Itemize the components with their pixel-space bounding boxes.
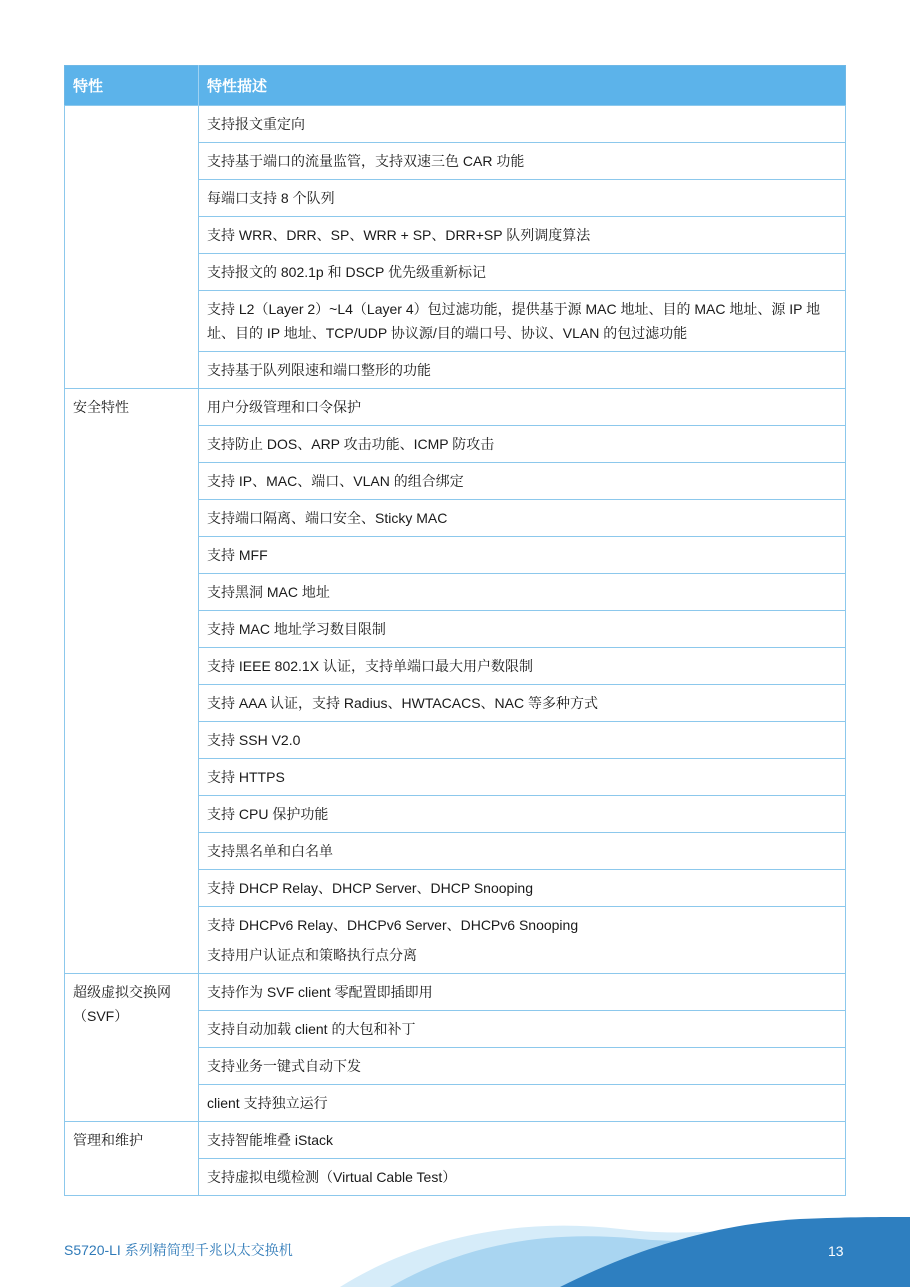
description-line: 支持 SSH V2.0 bbox=[207, 732, 301, 748]
description-line: 支持虚拟电缆检测（Virtual Cable Test） bbox=[207, 1169, 457, 1185]
table-row bbox=[65, 389, 846, 426]
table-row bbox=[65, 106, 846, 143]
description-line: 用户分级管理和口令保护 bbox=[207, 399, 361, 415]
description-line: 支持 HTTPS bbox=[207, 769, 285, 785]
feature-description-cell bbox=[199, 611, 846, 648]
description-line: 支持基于队列限速和端口整形的功能 bbox=[207, 362, 431, 378]
feature-description-cell bbox=[199, 1085, 846, 1122]
feature-description-cell bbox=[199, 722, 846, 759]
header-description: 特性描述 bbox=[199, 66, 846, 106]
feature-description-cell bbox=[199, 796, 846, 833]
feature-description-cell bbox=[199, 685, 846, 722]
header-feature: 特性 bbox=[65, 66, 199, 106]
description-line: 支持 MAC 地址学习数目限制 bbox=[207, 621, 386, 637]
description-line: 支持黑洞 MAC 地址 bbox=[207, 584, 330, 600]
description-line: 支持基于端口的流量监管，支持双速三色 CAR 功能 bbox=[207, 153, 525, 169]
description-line: 支持作为 SVF client 零配置即插即用 bbox=[207, 984, 433, 1000]
description-line: 支持智能堆叠 iStack bbox=[207, 1132, 334, 1148]
table-row bbox=[65, 974, 846, 1011]
feature-description-cell bbox=[199, 389, 846, 426]
feature-category-cell: 安全特性 bbox=[65, 389, 199, 974]
feature-description-cell bbox=[199, 106, 846, 143]
table-header-row bbox=[65, 66, 846, 106]
feature-description-cell bbox=[199, 833, 846, 870]
feature-description-cell bbox=[199, 974, 846, 1011]
description-line: 支持 DHCPv6 Relay、DHCPv6 Server、DHCPv6 Snooping bbox=[207, 917, 579, 933]
description-line: 支持业务一键式自动下发 bbox=[207, 1058, 361, 1074]
description-line: 支持黑名单和白名单 bbox=[207, 843, 333, 859]
feature-description-cell bbox=[199, 217, 846, 254]
description-line: 支持 AAA 认证，支持 Radius、HWTACACS、NAC 等多种方式 bbox=[207, 695, 599, 711]
feature-description-cell bbox=[199, 180, 846, 217]
footer-document-title: S5720-LI 系列精简型千兆以太交换机 bbox=[64, 1242, 293, 1258]
feature-description-cell bbox=[199, 1048, 846, 1085]
feature-description-cell bbox=[199, 1011, 846, 1048]
feature-description-cell bbox=[199, 759, 846, 796]
description-line: 支持 CPU 保护功能 bbox=[207, 806, 329, 822]
feature-category-cell: 管理和维护 bbox=[65, 1122, 199, 1196]
feature-description-cell bbox=[199, 574, 846, 611]
feature-description-cell bbox=[199, 463, 846, 500]
page-number: 13 bbox=[828, 1243, 844, 1259]
feature-table bbox=[64, 65, 846, 1196]
description-line: 支持 IEEE 802.1X 认证，支持单端口最大用户数限制 bbox=[207, 658, 533, 674]
feature-description-cell bbox=[199, 1122, 846, 1159]
feature-category-cell bbox=[65, 106, 199, 389]
description-line: 支持报文的 802.1p 和 DSCP 优先级重新标记 bbox=[207, 264, 487, 280]
description-line: 支持 DHCP Relay、DHCP Server、DHCP Snooping bbox=[207, 880, 533, 896]
feature-description-cell bbox=[199, 870, 846, 907]
description-line: 支持端口隔离、端口安全、Sticky MAC bbox=[207, 510, 448, 526]
feature-description-cell bbox=[199, 426, 846, 463]
description-line: 每端口支持 8 个队列 bbox=[207, 190, 335, 206]
feature-description-cell bbox=[199, 907, 846, 974]
feature-description-cell bbox=[199, 648, 846, 685]
description-line: 支持 MFF bbox=[207, 547, 268, 563]
description-line: 支持 IP、MAC、端口、VLAN 的组合绑定 bbox=[207, 473, 464, 489]
description-line: 支持防止 DOS、ARP 攻击功能、ICMP 防攻击 bbox=[207, 436, 495, 452]
description-line: 支持 WRR、DRR、SP、WRR + SP、DRR+SP 队列调度算法 bbox=[207, 227, 591, 243]
feature-category-cell: 超级虚拟交换网（SVF） bbox=[65, 974, 199, 1122]
description-line: client 支持独立运行 bbox=[207, 1095, 328, 1111]
feature-description-cell bbox=[199, 1159, 846, 1196]
feature-description-cell bbox=[199, 254, 846, 291]
description-line: 支持 L2（Layer 2）~L4（Layer 4）包过滤功能，提供基于源 MAC 地址、目的 MAC 地址、源 IP 地址、目的 IP 地址、TCP/UDP 协议源/目的端口号、协议、VLAN 的包过滤功能 bbox=[207, 301, 821, 341]
feature-description-cell bbox=[199, 291, 846, 352]
feature-description-cell bbox=[199, 143, 846, 180]
description-line: 支持报文重定向 bbox=[207, 116, 305, 132]
table-row bbox=[65, 1122, 846, 1159]
feature-description-cell bbox=[199, 352, 846, 389]
description-line: 支持自动加载 client 的大包和补丁 bbox=[207, 1021, 416, 1037]
description-line: 支持用户认证点和策略执行点分离 bbox=[207, 947, 417, 963]
feature-description-cell bbox=[199, 537, 846, 574]
feature-description-cell bbox=[199, 500, 846, 537]
